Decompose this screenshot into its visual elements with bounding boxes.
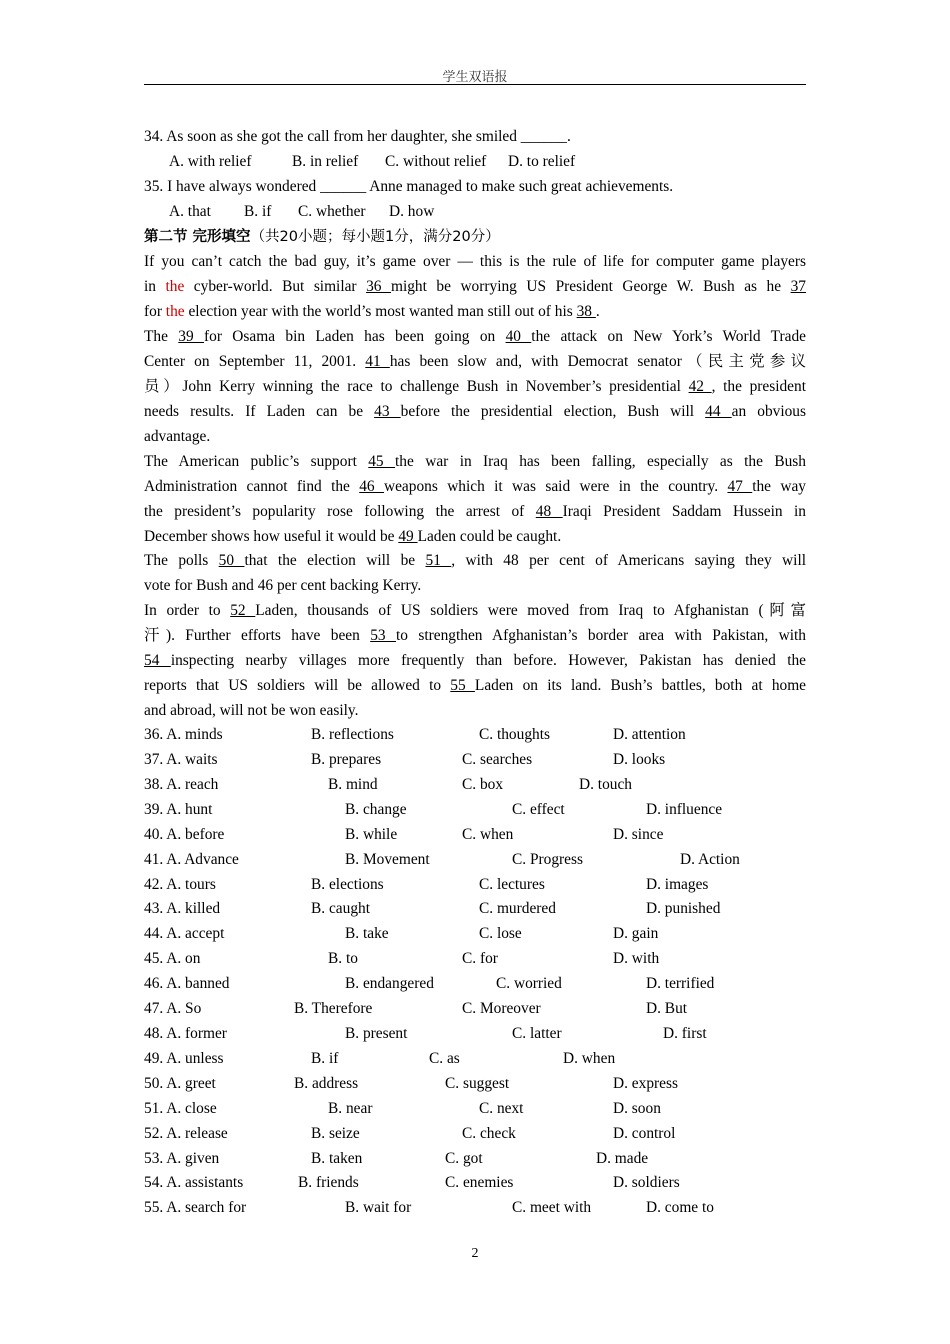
option-38-d: D. touch	[579, 776, 633, 793]
option-row-48: 48. A. former	[144, 1025, 227, 1042]
question-34-stem: 34. As soon as she got the call from her daughter, she smiled ______.	[144, 128, 571, 145]
option-44-d: D. gain	[613, 925, 659, 942]
option-52-c: C. check	[462, 1125, 516, 1142]
option-row-41: 41. A. Advance	[144, 851, 239, 868]
blank-40: 40	[505, 328, 532, 345]
option-43-d: D. punished	[646, 900, 721, 917]
option-43-b: B. caught	[311, 900, 370, 917]
blank-43: 43	[374, 403, 401, 420]
option-51-d: D. soon	[613, 1100, 661, 1117]
q35-option-a: A. that	[169, 203, 211, 220]
blank-36: 36	[366, 278, 391, 295]
option-41-b: B. Movement	[345, 851, 430, 868]
option-row-54: 54. A. assistants	[144, 1174, 244, 1191]
option-row-39: 39. A. hunt	[144, 801, 213, 818]
blank-55: 55	[450, 677, 475, 694]
option-row-49: 49. A. unless	[144, 1050, 224, 1067]
option-47-b: B. Therefore	[294, 1000, 373, 1017]
option-48-d: D. first	[663, 1025, 707, 1042]
passage-line: December shows how useful it would be 49 Laden could be caught.	[144, 528, 562, 545]
blank-47: 47	[727, 478, 753, 495]
passage-line: The polls 50 that the election will be 51 , with 48 per cent of Americans saying they will	[144, 552, 806, 569]
option-row-37: 37. A. waits	[144, 751, 218, 768]
passage-line: advantage.	[144, 428, 211, 445]
option-row-53: 53. A. given	[144, 1150, 220, 1167]
option-39-d: D. influence	[646, 801, 723, 818]
blank-48: 48	[535, 503, 563, 520]
passage-line: vote for Bush and 46 per cent backing Kerry.	[144, 577, 422, 594]
option-49-c: C. as	[429, 1050, 460, 1067]
option-42-c: C. lectures	[479, 876, 545, 893]
option-45-b: B. to	[328, 950, 358, 967]
option-row-38: 38. A. reach	[144, 776, 219, 793]
blank-51: 51	[425, 552, 452, 569]
option-50-d: D. express	[613, 1075, 678, 1092]
option-38-b: B. mind	[328, 776, 378, 793]
passage-line: 54 inspecting nearby villages more frequently than before. However, Pakistan has denied the	[144, 652, 806, 669]
option-row-47: 47. A. So	[144, 1000, 202, 1017]
blank-46: 46	[359, 478, 384, 495]
blank-53: 53	[370, 627, 396, 644]
option-52-d: D. control	[613, 1125, 676, 1142]
option-43-c: C. murdered	[479, 900, 556, 917]
option-37-b: B. prepares	[311, 751, 382, 768]
blank-41: 41	[365, 353, 390, 370]
option-row-52: 52. A. release	[144, 1125, 228, 1142]
blank-45: 45	[368, 453, 396, 470]
option-48-c: C. latter	[512, 1025, 562, 1042]
q35-option-d: D. how	[389, 203, 435, 220]
option-42-d: D. images	[646, 876, 709, 893]
option-39-c: C. effect	[512, 801, 565, 818]
highlight-the: the	[165, 278, 185, 295]
option-53-b: B. taken	[311, 1150, 363, 1167]
option-row-55: 55. A. search for	[144, 1199, 247, 1216]
option-47-d: D. But	[646, 1000, 688, 1017]
page-number: 2	[471, 1246, 479, 1261]
section-title: 第二节 完形填空	[144, 229, 251, 245]
passage-line: needs results. If Laden can be 43 before the presidential election, Bush will 44 an obvious	[144, 403, 806, 420]
blank-52: 52	[230, 602, 256, 619]
option-row-42: 42. A. tours	[144, 876, 216, 893]
option-49-b: B. if	[311, 1050, 339, 1067]
option-50-c: C. suggest	[445, 1075, 510, 1092]
option-54-c: C. enemies	[445, 1174, 514, 1191]
option-41-d: D. Action	[680, 851, 740, 868]
option-46-c: C. worried	[496, 975, 562, 992]
option-55-c: C. meet with	[512, 1199, 592, 1216]
blank-54: 54	[144, 652, 171, 669]
passage-line: If you can’t catch the bad guy, it’s game over — this is the rule of life for computer game players	[144, 253, 806, 270]
passage-line: in the cyber-world. But similar 36 might be worrying US President George W. Bush as he 37	[144, 278, 806, 295]
option-40-d: D. since	[613, 826, 664, 843]
page-header: 学生双语报	[442, 70, 508, 85]
blank-38: 38	[576, 303, 596, 320]
option-55-b: B. wait for	[345, 1199, 412, 1216]
option-52-b: B. seize	[311, 1125, 360, 1142]
option-53-d: D. made	[596, 1150, 649, 1167]
passage-line: Center on September 11, 2001. 41 has been slow and, with Democrat senator（民主党参议	[144, 353, 807, 370]
option-40-c: C. when	[462, 826, 514, 843]
option-50-b: B. address	[294, 1075, 359, 1092]
option-51-c: C. next	[479, 1100, 524, 1117]
option-54-d: D. soldiers	[613, 1174, 680, 1191]
passage-line: 员）John Kerry winning the race to challenge Bush in November’s presidential 42 , the president	[144, 378, 806, 395]
blank-37: 37	[790, 278, 806, 295]
option-54-b: B. friends	[298, 1174, 359, 1191]
option-row-36: 36. A. minds	[144, 726, 223, 743]
option-45-c: C. for	[462, 950, 498, 967]
question-35-stem: 35. I have always wondered ______ Anne managed to make such great achievements.	[144, 178, 674, 195]
blank-44: 44	[705, 403, 732, 420]
passage-line: The American public’s support 45 the war in Iraq has been falling, especially as the Bush	[144, 453, 806, 470]
option-47-c: C. Moreover	[462, 1000, 541, 1017]
blank-39: 39	[178, 328, 205, 345]
option-37-c: C. searches	[462, 751, 533, 768]
passage-line: for the election year with the world’s most wanted man still out of his 38 .	[144, 303, 600, 320]
highlight-the: the	[165, 303, 185, 320]
option-row-50: 50. A. greet	[144, 1075, 216, 1092]
option-row-40: 40. A. before	[144, 826, 225, 843]
blank-42: 42	[688, 378, 712, 395]
option-36-c: C. thoughts	[479, 726, 550, 743]
q34-option-b: B. in relief	[292, 153, 359, 170]
option-49-d: D. when	[563, 1050, 616, 1067]
option-40-b: B. while	[345, 826, 398, 843]
passage-line: The 39 for Osama bin Laden has been going on 40 the attack on New York’s World Trade	[144, 328, 806, 345]
option-44-b: B. take	[345, 925, 389, 942]
section-note: （共20小题；每小题1分，满分20分）	[250, 229, 500, 245]
option-row-43: 43. A. killed	[144, 900, 221, 917]
option-row-46: 46. A. banned	[144, 975, 230, 992]
option-38-c: C. box	[462, 776, 504, 793]
passage-line: and abroad, will not be won easily.	[144, 702, 359, 719]
option-46-b: B. endangered	[345, 975, 434, 992]
header-rule	[144, 84, 806, 85]
option-36-d: D. attention	[613, 726, 686, 743]
option-39-b: B. change	[345, 801, 407, 818]
option-41-c: C. Progress	[512, 851, 583, 868]
passage-line: Administration cannot find the 46 weapons which it was said were in the country. 47 the way	[144, 478, 806, 495]
option-37-d: D. looks	[613, 751, 666, 768]
option-row-51: 51. A. close	[144, 1100, 217, 1117]
passage-line: the president’s popularity rose following the arrest of 48 Iraqi President Saddam Hussein in	[144, 503, 806, 520]
option-42-b: B. elections	[311, 876, 384, 893]
q34-option-a: A. with relief	[169, 153, 252, 170]
passage-line: In order to 52 Laden, thousands of US soldiers were moved from Iraq to Afghanistan (阿富	[144, 602, 806, 619]
q34-option-d: D. to relief	[508, 153, 576, 170]
option-45-d: D. with	[613, 950, 660, 967]
passage-line: 汗). Further efforts have been 53 to strengthen Afghanistan’s border area with Pakistan, with	[144, 627, 807, 644]
q34-option-c: C. without relief	[385, 153, 487, 170]
option-row-45: 45. A. on	[144, 950, 201, 967]
option-row-44: 44. A. accept	[144, 925, 225, 942]
section-heading	[144, 224, 806, 250]
blank-49: 49	[398, 528, 418, 545]
blank-50: 50	[218, 552, 245, 569]
option-44-c: C. lose	[479, 925, 522, 942]
option-53-c: C. got	[445, 1150, 483, 1167]
q35-option-b: B. if	[244, 203, 272, 220]
option-36-b: B. reflections	[311, 726, 394, 743]
q35-option-c: C. whether	[298, 203, 366, 220]
option-51-b: B. near	[328, 1100, 373, 1117]
passage-line: reports that US soldiers will be allowed to 55 Laden on its land. Bush’s battles, both at home	[144, 677, 807, 694]
option-48-b: B. present	[345, 1025, 408, 1042]
option-46-d: D. terrified	[646, 975, 715, 992]
option-55-d: D. come to	[646, 1199, 714, 1216]
